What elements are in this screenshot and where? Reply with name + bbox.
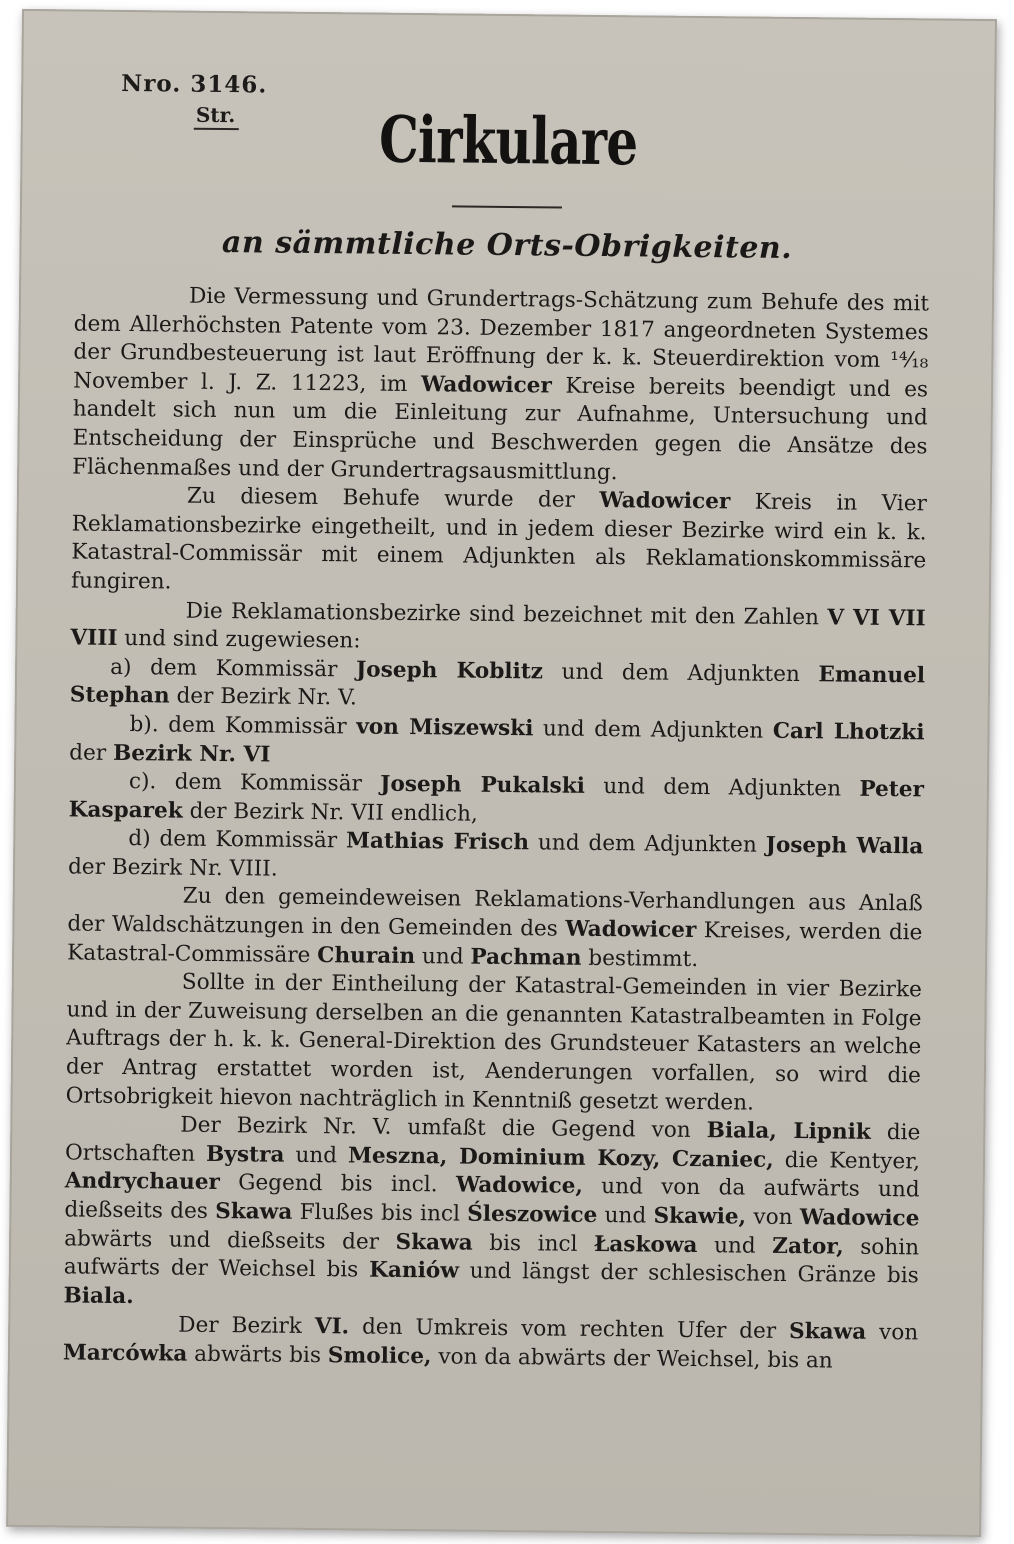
emphasized-text: V VI VII VIII	[70, 604, 926, 652]
paragraph-text: Kreises, werden die Katastral-Commissäre	[67, 918, 923, 968]
paragraph-text: Kreise bereits beendigt und es handelt sich nun um die Einleitung zur Aufnahme, Untersuchung und Entscheidung der Einsprüche und Beschwerden gegen die Ansätze des Flächenmaßes und der Grundertragsausmittlung.	[72, 373, 929, 485]
paragraph-text: der Bezirk Nr. VIII.	[67, 854, 278, 882]
emphasized-text: Łaskowa	[593, 1231, 698, 1258]
body-paragraph	[63, 1111, 920, 1320]
emphasized-text: Churain	[317, 942, 416, 969]
emphasized-text: Skawa	[788, 1319, 867, 1346]
emphasized-text: Biala, Lipnik	[706, 1118, 871, 1146]
circular-sheet	[6, 9, 997, 1537]
paragraph-text: Flußes bis incl	[292, 1199, 468, 1227]
paragraph-text: Die Reklamationsbezirke sind bezeichnet mit den Zahlen	[185, 598, 828, 630]
emphasized-text: Biala.	[63, 1283, 134, 1309]
district-assignment-item	[68, 768, 924, 834]
paragraph-text: Kreis in Vier Reklamationsbezirke eingetheilt, und in jedem dieser Bezirke wird ein k. k. Katastral-Commissär mit einem Adjunkten als Reklamationskommissäre fungiren.	[70, 489, 928, 595]
emphasized-text: Pachman	[470, 944, 582, 971]
paragraph-text: die Ortschaften	[64, 1120, 921, 1167]
emphasized-text: Skawie,	[653, 1203, 747, 1230]
department-mark: Str.	[195, 102, 236, 128]
paragraph-text: die Kentyer,	[773, 1147, 921, 1175]
document-number: Nro. 3146.	[121, 69, 268, 99]
document-body	[63, 281, 929, 1376]
district-assignment-item	[68, 825, 924, 891]
emphasized-text: Meszna, Dominium Kozy, Czaniec,	[347, 1143, 774, 1173]
emphasized-text: Joseph Walla	[765, 833, 924, 860]
paragraph-text: und dem Adjunkten	[542, 659, 819, 687]
emphasized-text: Zator,	[772, 1233, 844, 1260]
paragraph-text: c). dem Kommissär	[128, 769, 381, 797]
emphasized-text: Skawa	[215, 1198, 293, 1225]
emphasized-text: Carl Lhotzki	[772, 718, 925, 746]
emphasized-text: Skawa	[395, 1229, 473, 1256]
paragraph-text: und	[284, 1142, 349, 1169]
emphasized-text: Joseph Koblitz	[355, 657, 544, 685]
district-assignment-item	[69, 710, 925, 776]
paragraph-text: ¹⁴⁄₁₈	[890, 348, 929, 374]
emphasized-text: Emanuel Stephan	[69, 661, 926, 709]
emphasized-text: Wadowice	[799, 1205, 920, 1232]
emphasized-text: Wadowice,	[455, 1172, 584, 1200]
paragraph-text: Zu diesem Behufe wurde der	[186, 483, 600, 514]
emphasized-text: Wadowicer	[599, 488, 731, 515]
emphasized-text: Kaniów	[369, 1257, 459, 1284]
emphasized-text: Bystra	[205, 1141, 285, 1168]
paragraph-text: a) dem Kommissär	[110, 654, 357, 683]
paragraph-text: b). dem Kommissär	[129, 711, 357, 740]
emphasized-text: VI.	[314, 1314, 350, 1340]
paragraph-text: bis incl	[472, 1230, 595, 1257]
paragraph-text: von	[866, 1320, 919, 1346]
paragraph-text: bestimmt.	[581, 945, 699, 972]
paragraph-text: sohin aufwärts der Weichsel bis	[63, 1234, 920, 1283]
paragraph-text: abwärts bis	[187, 1341, 328, 1369]
body-paragraph	[63, 1311, 919, 1377]
paragraph-text: November l. J. Z. 11223, im	[73, 368, 422, 397]
paragraph-text: und dem Adjunkten	[528, 830, 766, 859]
paragraph-text: der Bezirk Nr. VII endlich,	[182, 798, 478, 827]
paragraph-text: und	[597, 1202, 654, 1229]
paragraph-text: und dem Adjunkten	[533, 716, 773, 744]
body-paragraph	[65, 968, 921, 1120]
paragraph-text: von	[746, 1204, 800, 1231]
paragraph-text: und	[697, 1232, 773, 1259]
paragraph-text: d) dem Kommissär	[128, 826, 347, 854]
paragraph-text: und von da aufwärts und dießseits des	[64, 1174, 920, 1224]
emphasized-text: Śleszowice	[467, 1201, 598, 1228]
paragraph-text: und sind zugewiesen:	[117, 626, 361, 654]
emphasized-text: Andrychauer	[64, 1168, 221, 1196]
body-paragraph	[67, 882, 923, 977]
emphasized-text: Joseph Pukalski	[380, 771, 586, 799]
emphasized-text: Peter Kasparek	[68, 776, 925, 824]
paragraph-text: abwärts und dießseits der	[64, 1225, 396, 1255]
paragraph-text: Der Bezirk	[178, 1312, 315, 1340]
paragraph-text: von da abwärts der Weichsel, bis an	[431, 1344, 833, 1374]
paragraph-text: und	[414, 943, 471, 970]
emphasized-text: Bezirk Nr. VI	[112, 740, 271, 768]
body-paragraph	[71, 482, 927, 605]
paragraph-text: und dem Adjunkten	[584, 773, 860, 802]
emphasized-text: Wadowicer	[565, 916, 697, 944]
document-title: Cirkulare	[378, 102, 638, 181]
body-paragraph	[72, 281, 929, 490]
emphasized-text: von Miszewski	[356, 714, 534, 742]
paragraph-text: Sollte in der Eintheilung der Katastral-Gemeinden in vier Bezirke und in der Zuweisung derselben an die genannten Katastralbeamten in Folge Auftrags der h. k. k. General-Direktion des Grundsteuer Katasters an welche der Antrag erstattet worden ist, Aenderungen vorfallen, so wird die Ortsobrigkeit hievon nachträglich in Kenntniß gesetzt werden.	[65, 969, 922, 1116]
paragraph-text: der Bezirk Nr. V.	[169, 683, 357, 711]
paragraph-text: Gegend bis incl.	[219, 1170, 457, 1198]
title-divider	[452, 205, 562, 208]
body-paragraph	[70, 596, 926, 662]
paragraph-text: Die Vermessung und Grundertrags-Schätzung zum Behufe des mit dem Allerhöchsten Patente vom 23. Dezember 1817 angeordneten Systemes der Grundbesteuerung ist laut Eröffnung der k. k. Steuerdirektion vom	[73, 283, 930, 374]
emphasized-text: Marcówka	[62, 1340, 188, 1367]
emphasized-text: Mathias Frisch	[345, 828, 530, 856]
paragraph-text: Zu den gemeindeweisen Reklamations-Verhandlungen aus Anlaß der Waldschätzungen in den Gemeinden des	[67, 884, 923, 942]
paragraph-text: Der Bezirk Nr. V. umfaßt die Gegend von	[180, 1112, 707, 1144]
paragraph-text: und längst der schlesischen Gränze bis	[458, 1258, 919, 1289]
emphasized-text: Smolice,	[327, 1343, 432, 1370]
emphasized-text: Wadowicer	[420, 371, 552, 399]
district-assignment-item	[70, 653, 926, 719]
paragraph-text: den Umkreis vom rechten Ufer der	[349, 1314, 790, 1345]
paragraph-text: der	[69, 739, 114, 766]
document-subtitle: an sämmtliche Orts-Obrigkeiten.	[221, 225, 793, 266]
